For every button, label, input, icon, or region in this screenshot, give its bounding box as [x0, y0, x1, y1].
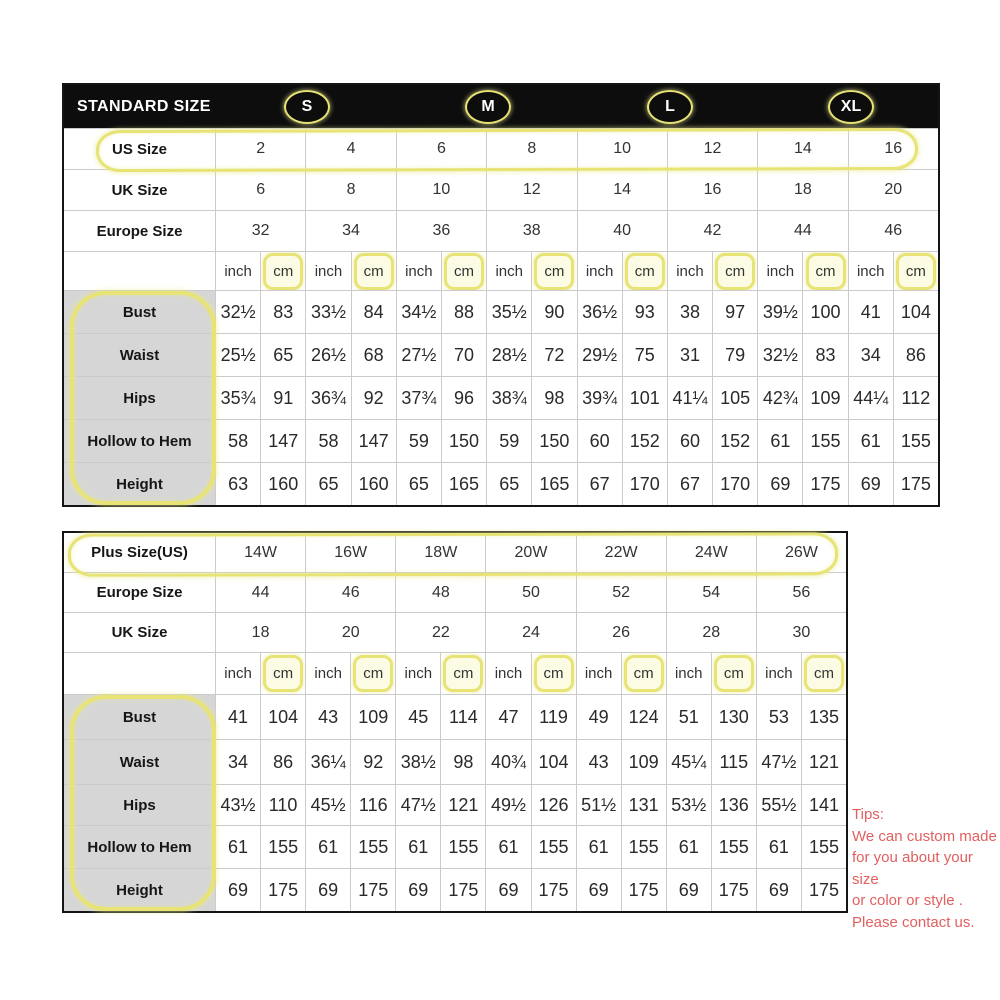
- measurement-value: 86: [261, 740, 305, 784]
- size-value: 14: [758, 129, 847, 169]
- measurement-value: 121: [441, 785, 485, 825]
- size-value: 20: [849, 170, 938, 210]
- measurement-value: 70: [442, 334, 486, 376]
- measurement-value: 60: [578, 420, 622, 462]
- measurement-value: 60: [668, 420, 712, 462]
- row-label-waist: Waist: [64, 740, 215, 784]
- measurement-value: 100: [803, 291, 847, 333]
- unit-inch-label: inch: [306, 653, 350, 694]
- measurement-value: 41¼: [668, 377, 712, 419]
- measurement-value: 36¼: [306, 740, 350, 784]
- measurement-value: 91: [261, 377, 305, 419]
- measurement-value: 175: [894, 463, 938, 505]
- cm-highlight-box: cm: [534, 253, 574, 290]
- measurement-value: 131: [622, 785, 666, 825]
- size-value: 8: [487, 129, 576, 169]
- measurement-value: 152: [623, 420, 667, 462]
- measurement-value: 59: [397, 420, 441, 462]
- row-label-hollow-to-hem: Hollow to Hem: [64, 826, 215, 868]
- measurement-value: 175: [261, 869, 305, 911]
- cm-highlight-box: cm: [624, 655, 664, 692]
- measurement-value: 165: [532, 463, 576, 505]
- measurement-value: 126: [532, 785, 576, 825]
- measurement-value: 68: [352, 334, 396, 376]
- size-value: 20W: [486, 533, 575, 572]
- measurement-value: 86: [894, 334, 938, 376]
- measurement-value: 69: [758, 463, 802, 505]
- measurement-value: 61: [486, 826, 530, 868]
- unit-cm-cell: [352, 252, 396, 290]
- measurement-value: 116: [351, 785, 395, 825]
- measurement-value: 26½: [306, 334, 350, 376]
- measurement-value: 34: [216, 740, 260, 784]
- measurement-value: 115: [712, 740, 756, 784]
- measurement-value: 109: [803, 377, 847, 419]
- row-label-bust: Bust: [64, 695, 215, 739]
- size-value: 44: [216, 573, 305, 612]
- measurement-value: 141: [802, 785, 846, 825]
- unit-inch-label: inch: [668, 252, 712, 290]
- measurement-value: 67: [578, 463, 622, 505]
- unit-cm-cell: [442, 252, 486, 290]
- measurement-value: 41: [216, 695, 260, 739]
- measurement-value: 61: [577, 826, 621, 868]
- measurement-value: 97: [713, 291, 757, 333]
- size-value: 44: [758, 211, 847, 251]
- measurement-value: 65: [397, 463, 441, 505]
- row-label-bust: Bust: [64, 291, 215, 333]
- measurement-value: 72: [532, 334, 576, 376]
- measurement-value: 155: [802, 826, 846, 868]
- measurement-value: 63: [216, 463, 260, 505]
- size-value: 50: [486, 573, 575, 612]
- measurement-value: 155: [351, 826, 395, 868]
- measurement-value: 79: [713, 334, 757, 376]
- size-value: 26: [577, 613, 666, 652]
- measurement-value: 155: [622, 826, 666, 868]
- size-value: 48: [396, 573, 485, 612]
- measurement-value: 38½: [396, 740, 440, 784]
- measurement-value: 98: [441, 740, 485, 784]
- cm-highlight-box: cm: [625, 253, 665, 290]
- size-value: 54: [667, 573, 756, 612]
- size-value: 32: [216, 211, 305, 251]
- size-value: 16: [849, 129, 938, 169]
- measurement-value: 65: [261, 334, 305, 376]
- measurement-value: 43½: [216, 785, 260, 825]
- size-value: 24W: [667, 533, 756, 572]
- unit-inch-label: inch: [667, 653, 711, 694]
- measurement-value: 65: [306, 463, 350, 505]
- measurement-value: 155: [441, 826, 485, 868]
- measurement-value: 29½: [578, 334, 622, 376]
- cm-highlight-box: cm: [263, 253, 303, 290]
- unit-inch-label: inch: [397, 252, 441, 290]
- measurement-value: 69: [667, 869, 711, 911]
- cm-highlight-box: cm: [804, 655, 844, 692]
- measurement-value: 92: [352, 377, 396, 419]
- standard-size-header: [64, 85, 938, 128]
- measurement-value: 170: [623, 463, 667, 505]
- unit-cm-cell: [622, 653, 666, 694]
- size-value: 40: [578, 211, 667, 251]
- unit-cm-cell: [441, 653, 485, 694]
- measurement-value: 114: [441, 695, 485, 739]
- measurement-value: 90: [532, 291, 576, 333]
- measurement-value: 47: [486, 695, 530, 739]
- unit-cm-cell: [351, 653, 395, 694]
- measurement-value: 69: [216, 869, 260, 911]
- measurement-value: 69: [849, 463, 893, 505]
- tips-line: We can custom made: [852, 827, 997, 845]
- measurement-value: 69: [757, 869, 801, 911]
- measurement-value: 165: [442, 463, 486, 505]
- tips-line: for you about your size: [852, 849, 973, 888]
- unit-row-spacer: [64, 252, 215, 290]
- measurement-value: 42¾: [758, 377, 802, 419]
- measurement-value: 155: [803, 420, 847, 462]
- cm-highlight-box: cm: [444, 253, 484, 290]
- row-label-hips: Hips: [64, 785, 215, 825]
- row-label-us-size: US Size: [64, 129, 215, 169]
- measurement-value: 25½: [216, 334, 260, 376]
- measurement-value: 83: [261, 291, 305, 333]
- cm-highlight-box: cm: [714, 655, 754, 692]
- measurement-value: 51: [667, 695, 711, 739]
- measurement-value: 61: [396, 826, 440, 868]
- row-label-europe-size: Europe Size: [64, 573, 215, 612]
- size-value: 38: [487, 211, 576, 251]
- size-value: 16: [668, 170, 757, 210]
- measurement-value: 175: [532, 869, 576, 911]
- unit-cm-cell: [803, 252, 847, 290]
- measurement-value: 110: [261, 785, 305, 825]
- measurement-value: 147: [352, 420, 396, 462]
- size-value: 42: [668, 211, 757, 251]
- size-value: 8: [306, 170, 395, 210]
- size-value: 28: [667, 613, 756, 652]
- cm-highlight-box: cm: [354, 253, 394, 290]
- measurement-value: 58: [306, 420, 350, 462]
- measurement-value: 40¾: [486, 740, 530, 784]
- size-value: 14W: [216, 533, 305, 572]
- measurement-value: 170: [713, 463, 757, 505]
- measurement-value: 44¼: [849, 377, 893, 419]
- measurement-value: 43: [577, 740, 621, 784]
- measurement-value: 69: [577, 869, 621, 911]
- unit-cm-cell: [623, 252, 667, 290]
- cm-highlight-box: cm: [443, 655, 483, 692]
- measurement-value: 69: [486, 869, 530, 911]
- row-label-hips: Hips: [64, 377, 215, 419]
- custom-made-tips: [852, 804, 1000, 933]
- measurement-value: 47½: [396, 785, 440, 825]
- measurement-value: 67: [668, 463, 712, 505]
- size-value: 26W: [757, 533, 846, 572]
- measurement-value: 45½: [306, 785, 350, 825]
- row-label-uk-size: UK Size: [64, 170, 215, 210]
- size-value: 36: [397, 211, 486, 251]
- unit-inch-label: inch: [578, 252, 622, 290]
- measurement-value: 33½: [306, 291, 350, 333]
- measurement-value: 53½: [667, 785, 711, 825]
- size-value: 14: [578, 170, 667, 210]
- measurement-value: 27½: [397, 334, 441, 376]
- measurement-value: 61: [306, 826, 350, 868]
- size-value: 22: [396, 613, 485, 652]
- measurement-value: 69: [306, 869, 350, 911]
- measurement-value: 109: [351, 695, 395, 739]
- row-label-height: Height: [64, 463, 215, 505]
- measurement-value: 104: [532, 740, 576, 784]
- measurement-value: 92: [351, 740, 395, 784]
- measurement-value: 61: [667, 826, 711, 868]
- row-label-plus-size-us: Plus Size(US): [64, 533, 215, 572]
- measurement-value: 49½: [486, 785, 530, 825]
- measurement-value: 28½: [487, 334, 531, 376]
- measurement-value: 61: [849, 420, 893, 462]
- measurement-value: 119: [532, 695, 576, 739]
- unit-cm-cell: [894, 252, 938, 290]
- measurement-value: 105: [713, 377, 757, 419]
- size-badge-s: S: [284, 90, 330, 124]
- unit-row-spacer: [64, 653, 215, 694]
- row-label-height: Height: [64, 869, 215, 911]
- size-value: 18: [216, 613, 305, 652]
- unit-cm-cell: [261, 252, 305, 290]
- size-badge-l: L: [647, 90, 693, 124]
- measurement-value: 39¾: [578, 377, 622, 419]
- unit-cm-cell: [713, 252, 757, 290]
- size-value: 20: [306, 613, 395, 652]
- size-value: 22W: [577, 533, 666, 572]
- cm-highlight-box: cm: [353, 655, 393, 692]
- measurement-value: 130: [712, 695, 756, 739]
- size-value: 2: [216, 129, 305, 169]
- row-label-hollow-to-hem: Hollow to Hem: [64, 420, 215, 462]
- measurement-value: 34: [849, 334, 893, 376]
- cm-highlight-box: cm: [534, 655, 574, 692]
- measurement-value: 124: [622, 695, 666, 739]
- unit-cm-cell: [532, 252, 576, 290]
- measurement-value: 96: [442, 377, 486, 419]
- measurement-value: 49: [577, 695, 621, 739]
- size-value: 24: [486, 613, 575, 652]
- unit-inch-label: inch: [216, 252, 260, 290]
- size-value: 18: [758, 170, 847, 210]
- measurement-value: 88: [442, 291, 486, 333]
- measurement-value: 109: [622, 740, 666, 784]
- tips-line: or color or style .: [852, 892, 963, 909]
- size-value: 10: [578, 129, 667, 169]
- tips-line: Please contact us.: [852, 913, 975, 931]
- measurement-value: 160: [261, 463, 305, 505]
- measurement-value: 53: [757, 695, 801, 739]
- size-value: 46: [849, 211, 938, 251]
- measurement-value: 175: [802, 869, 846, 911]
- cm-highlight-box: cm: [896, 253, 936, 290]
- measurement-value: 175: [803, 463, 847, 505]
- measurement-value: 121: [802, 740, 846, 784]
- measurement-value: 93: [623, 291, 667, 333]
- size-value: 12: [668, 129, 757, 169]
- unit-inch-label: inch: [306, 252, 350, 290]
- measurement-value: 83: [803, 334, 847, 376]
- measurement-value: 39½: [758, 291, 802, 333]
- measurement-value: 175: [441, 869, 485, 911]
- unit-inch-label: inch: [487, 252, 531, 290]
- measurement-value: 55½: [757, 785, 801, 825]
- measurement-value: 135: [802, 695, 846, 739]
- unit-inch-label: inch: [758, 252, 802, 290]
- measurement-value: 155: [712, 826, 756, 868]
- measurement-value: 175: [712, 869, 756, 911]
- unit-inch-label: inch: [396, 653, 440, 694]
- measurement-value: 69: [396, 869, 440, 911]
- row-label-waist: Waist: [64, 334, 215, 376]
- unit-inch-label: inch: [757, 653, 801, 694]
- unit-cm-cell: [802, 653, 846, 694]
- unit-cm-cell: [712, 653, 756, 694]
- cm-highlight-box: cm: [806, 253, 846, 290]
- measurement-value: 34½: [397, 291, 441, 333]
- size-badge-m: M: [465, 90, 511, 124]
- measurement-value: 155: [532, 826, 576, 868]
- unit-inch-label: inch: [216, 653, 260, 694]
- measurement-value: 150: [532, 420, 576, 462]
- measurement-value: 37¾: [397, 377, 441, 419]
- measurement-value: 147: [261, 420, 305, 462]
- size-value: 52: [577, 573, 666, 612]
- measurement-value: 155: [894, 420, 938, 462]
- measurement-value: 75: [623, 334, 667, 376]
- measurement-value: 58: [216, 420, 260, 462]
- size-value: 30: [757, 613, 846, 652]
- measurement-value: 36¾: [306, 377, 350, 419]
- measurement-value: 150: [442, 420, 486, 462]
- measurement-value: 175: [351, 869, 395, 911]
- measurement-value: 160: [352, 463, 396, 505]
- measurement-value: 104: [894, 291, 938, 333]
- row-label-europe-size: Europe Size: [64, 211, 215, 251]
- measurement-value: 35½: [487, 291, 531, 333]
- measurement-value: 155: [261, 826, 305, 868]
- size-value: 4: [306, 129, 395, 169]
- size-value: 16W: [306, 533, 395, 572]
- standard-size-title: STANDARD SIZE: [77, 97, 211, 115]
- measurement-value: 59: [487, 420, 531, 462]
- measurement-value: 98: [532, 377, 576, 419]
- measurement-value: 152: [713, 420, 757, 462]
- size-value: 46: [306, 573, 395, 612]
- measurement-value: 41: [849, 291, 893, 333]
- size-value: 56: [757, 573, 846, 612]
- measurement-value: 51½: [577, 785, 621, 825]
- unit-cm-cell: [261, 653, 305, 694]
- size-value: 12: [487, 170, 576, 210]
- measurement-value: 112: [894, 377, 938, 419]
- measurement-value: 45¼: [667, 740, 711, 784]
- row-label-uk-size: UK Size: [64, 613, 215, 652]
- measurement-value: 38¾: [487, 377, 531, 419]
- size-value: 10: [397, 170, 486, 210]
- measurement-value: 31: [668, 334, 712, 376]
- cm-highlight-box: cm: [715, 253, 755, 290]
- size-value: 6: [216, 170, 305, 210]
- measurement-value: 84: [352, 291, 396, 333]
- measurement-value: 104: [261, 695, 305, 739]
- measurement-value: 61: [758, 420, 802, 462]
- unit-inch-label: inch: [486, 653, 530, 694]
- measurement-value: 47½: [757, 740, 801, 784]
- measurement-value: 65: [487, 463, 531, 505]
- unit-inch-label: inch: [849, 252, 893, 290]
- tips-heading: Tips:: [852, 806, 884, 823]
- measurement-value: 175: [622, 869, 666, 911]
- size-badge-xl: XL: [828, 90, 874, 124]
- standard-size-table: [62, 83, 940, 507]
- measurement-value: 101: [623, 377, 667, 419]
- measurement-value: 32½: [758, 334, 802, 376]
- size-value: 34: [306, 211, 395, 251]
- unit-inch-label: inch: [577, 653, 621, 694]
- size-value: 6: [397, 129, 486, 169]
- measurement-value: 43: [306, 695, 350, 739]
- size-value: 18W: [396, 533, 485, 572]
- measurement-value: 36½: [578, 291, 622, 333]
- measurement-value: 32½: [216, 291, 260, 333]
- measurement-value: 136: [712, 785, 756, 825]
- measurement-value: 38: [668, 291, 712, 333]
- measurement-value: 61: [216, 826, 260, 868]
- measurement-value: 61: [757, 826, 801, 868]
- cm-highlight-box: cm: [263, 655, 303, 692]
- unit-cm-cell: [532, 653, 576, 694]
- measurement-value: 35¾: [216, 377, 260, 419]
- plus-size-table: [62, 531, 848, 913]
- measurement-value: 45: [396, 695, 440, 739]
